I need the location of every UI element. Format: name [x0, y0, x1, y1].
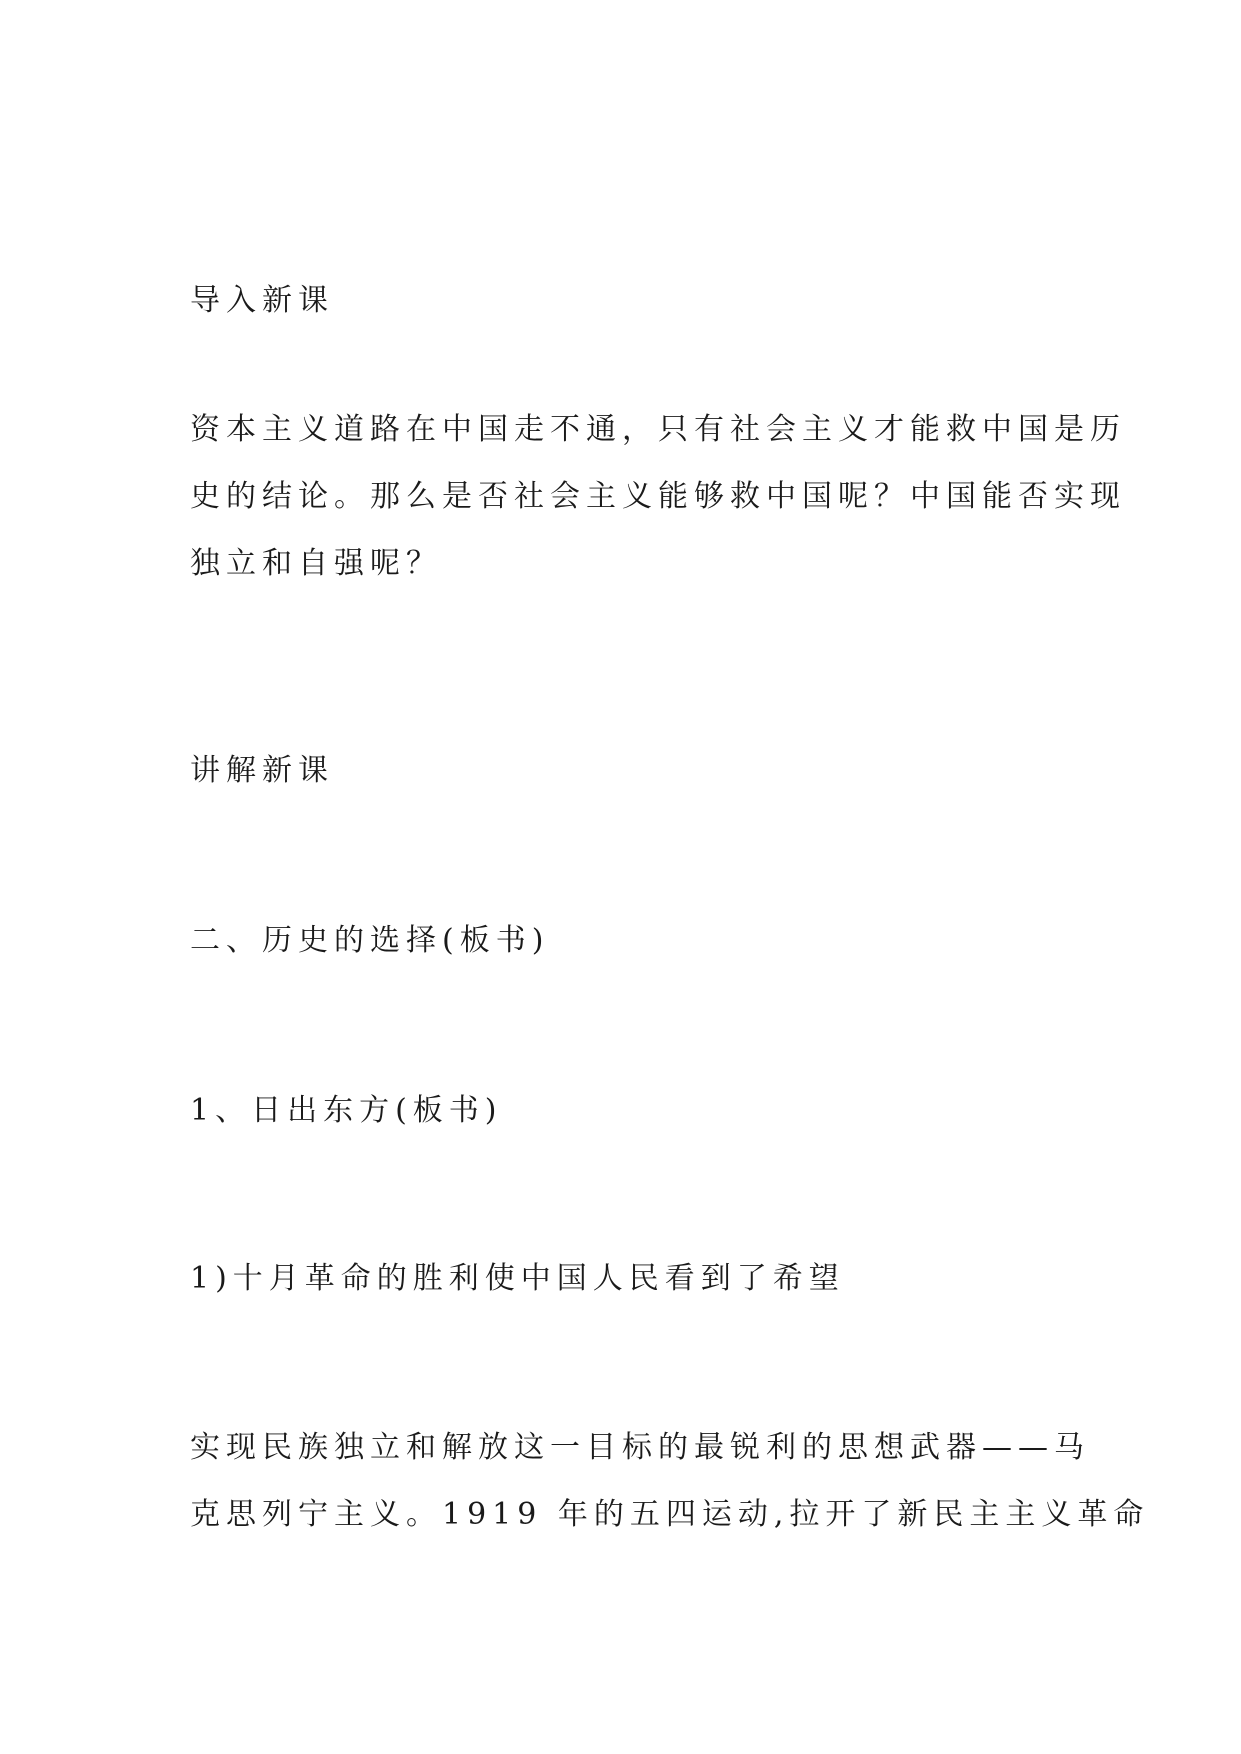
paragraph-body: [190, 1428, 1150, 1562]
item-title: 1)十月革命的胜利使中国人民看到了希望: [190, 1261, 845, 1296]
paragraph-line: 实现民族独立和解放这一目标的最锐利的思想武器——马: [190, 1430, 1090, 1465]
paragraph-line: 史的结论。那么是否社会主义能够救中国呢？中国能否实现: [190, 479, 1126, 514]
paragraph-line: 克思列宁主义。1919 年的五四运动,拉开了新民主主义革命: [190, 1497, 1150, 1532]
paragraph-line: 独立和自强呢？: [190, 546, 442, 581]
heading-lecture: 讲解新课: [190, 753, 334, 788]
section-title: 二、历史的选择(板书): [190, 923, 550, 958]
heading-intro: 导入新课: [190, 283, 334, 318]
paragraph-line: 资本主义道路在中国走不通，只有社会主义才能救中国是历: [190, 412, 1126, 447]
subsection-title: 1、日出东方(板书): [190, 1093, 503, 1128]
paragraph-intro: [190, 410, 1126, 611]
